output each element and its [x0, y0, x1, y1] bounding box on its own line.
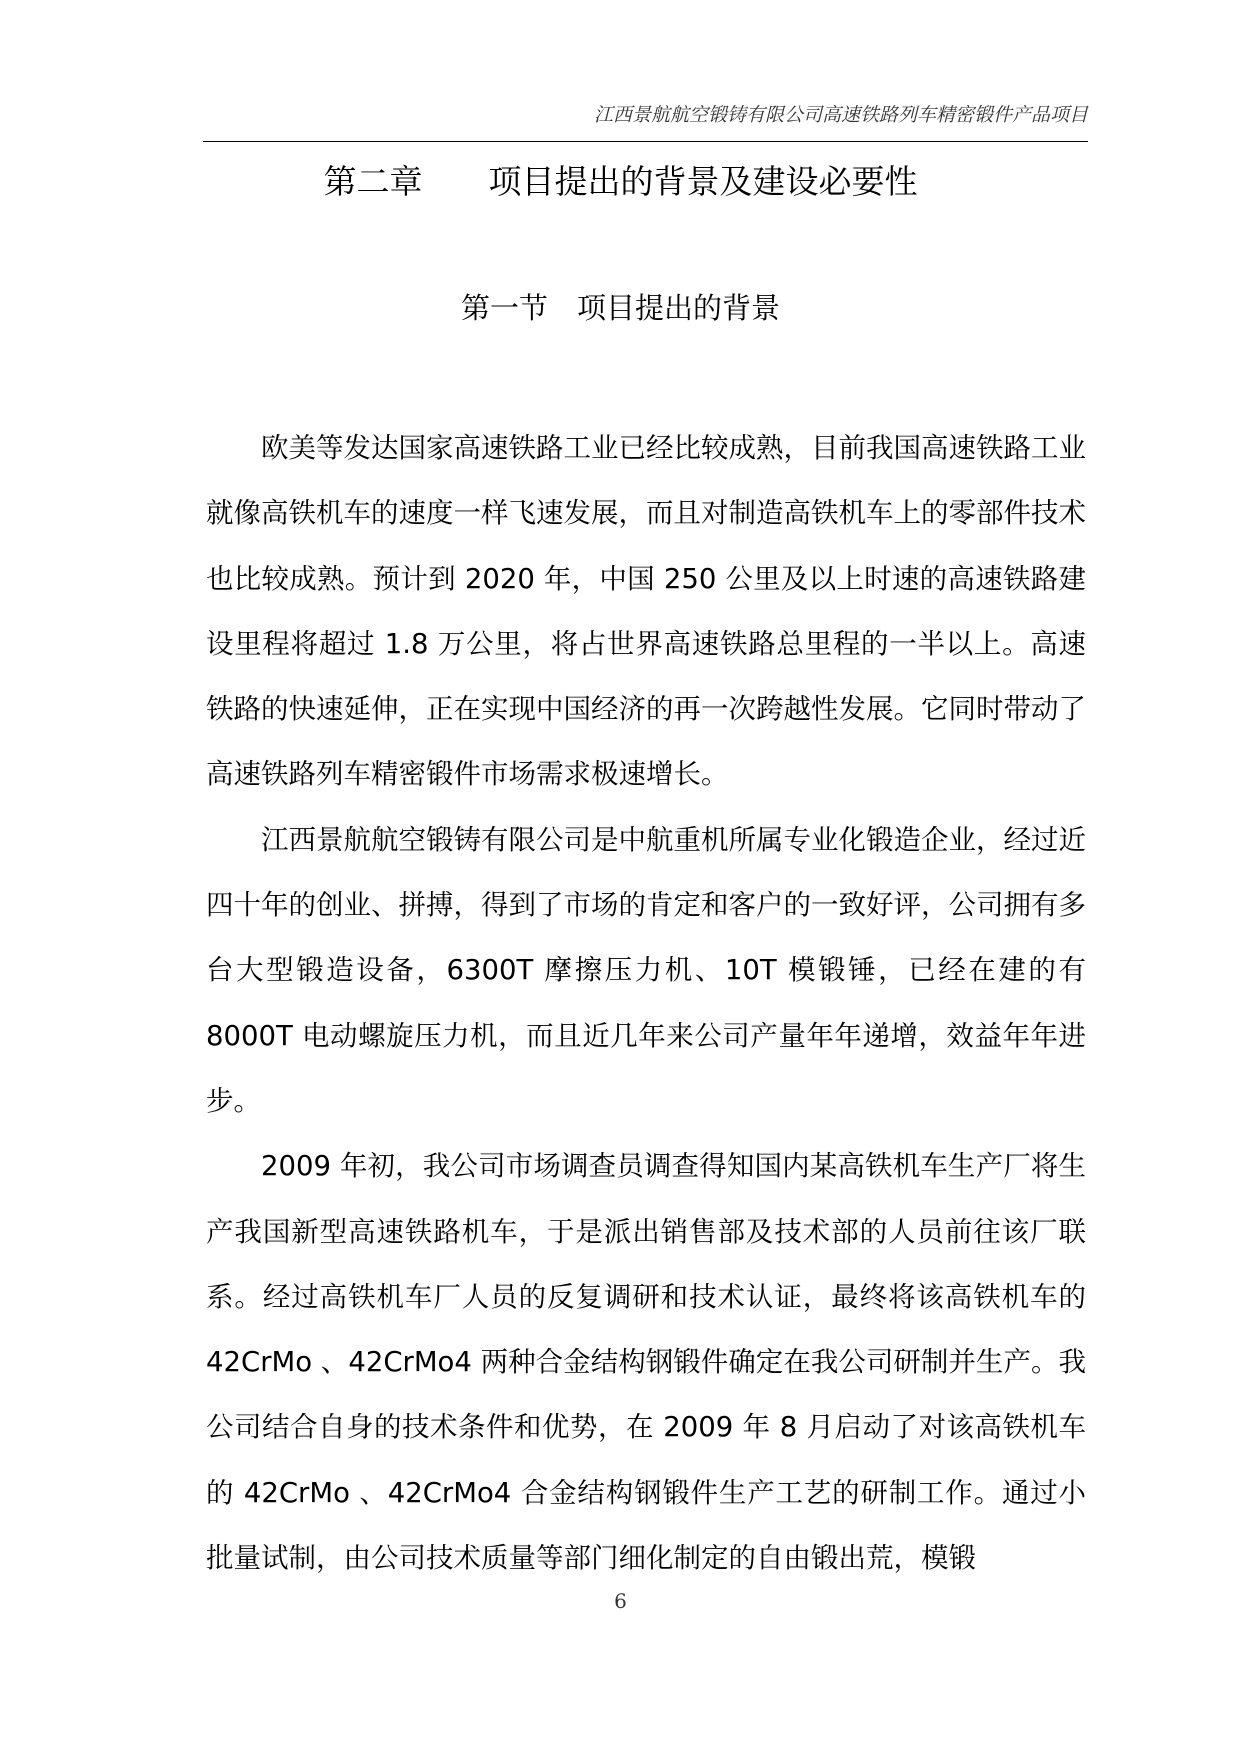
page-number: 6 [614, 1589, 627, 1613]
body-text [206, 416, 1086, 1591]
paragraph: 江西景航航空锻铸有限公司是中航重机所属专业化锻造企业，经过近四十年的创业、拼搏，得到了市场的肯定和客户的一致好评，公司拥有多台大型锻造设备，6300T 摩擦压力机、10T 模锻锤，已经在建的有 8000T 电动螺旋压力机，而且近几年来公司产量年年递增，效益年年进步。 [206, 823, 1086, 1117]
paragraph: 2009 年初，我公司市场调查员调查得知国内某高铁机车生产厂将生产我国新型高速铁路机车，于是派出销售部及技术部的人员前往该厂联系。经过高铁机车厂人员的反复调研和技术认证，最终将该高铁机车的 42CrMo 、42CrMo4 两种合金结构钢锻件确定在我公司研制并生产。我公司结合自身的技术条件和优势，在 2009 年 8 月启动了对该高铁机车的 42CrMo 、42CrMo4 合金结构钢锻件生产工艺的研制工作。通过小批量试制，由公司技术质量等部门细化制定的自由锻出荒，模锻 [206, 1150, 1086, 1575]
section-title: 第一节 项目提出的背景 [460, 291, 780, 325]
paragraph: 欧美等发达国家高速铁路工业已经比较成熟，目前我国高速铁路工业就像高铁机车的速度一样飞速发展，而且对制造高铁机车上的零部件技术也比较成熟。预计到 2020 年，中国 250 公里及以上时速的高速铁路建设里程将超过 1.8 万公里，将占世界高速铁路总里程的一半以上。高速铁路的快速延伸，正在实现中国经济的再一次跨越性发展。它同时带动了高速铁路列车精密锻件市场需求极速增长。 [206, 432, 1086, 791]
chapter-title: 第二章 项目提出的背景及建设必要性 [323, 162, 918, 201]
header-divider [203, 141, 1088, 142]
running-header: 江西景航航空锻铸有限公司高速铁路列车精密锻件产品项目 [593, 104, 1088, 126]
